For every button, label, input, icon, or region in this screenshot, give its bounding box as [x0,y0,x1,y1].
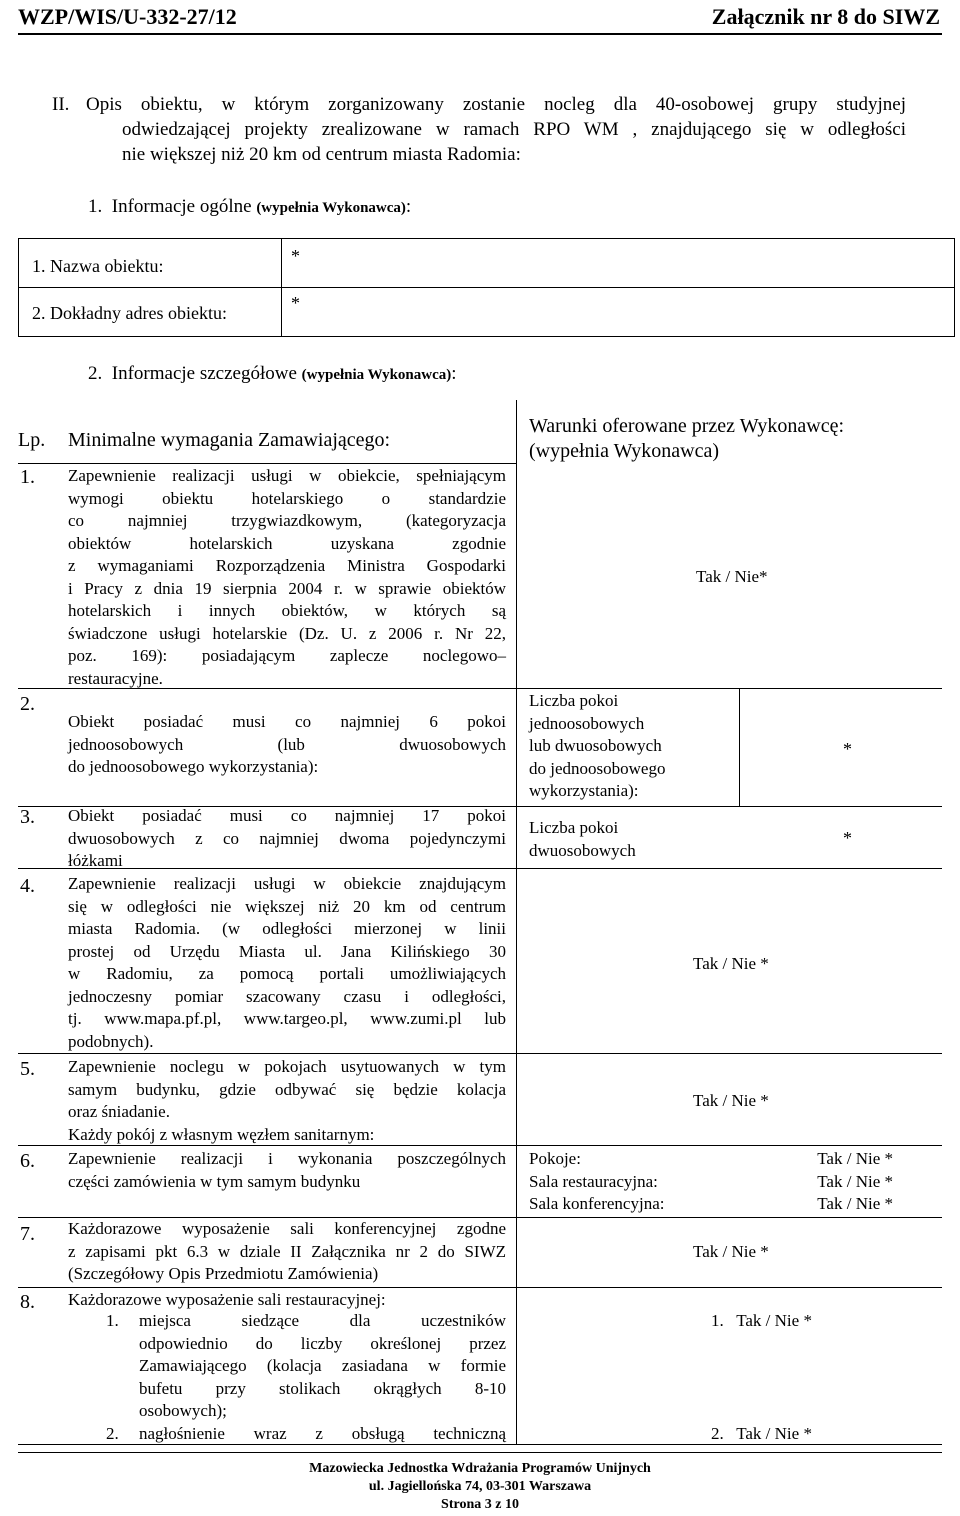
row-7-text: Każdorazowe wyposażenie sali konferencyjnej zgodne z zapisami pkt 6.3 w dziale II Załącznika nr 2 do SIWZ (Szczegółowy Opis Przedmiotu Zamówienia) [68,1219,506,1283]
row-7-offer[interactable]: Tak / Nie * [693,1242,769,1261]
col-offer-subheader: (wypełnia Wykonawca) [529,440,720,462]
row-1-offer[interactable]: Tak / Nie* [696,567,768,586]
row-1-text: Zapewnienie realizacji usługi w obiekcie, spełniającym wymogi obiektu hotelarskiego o standardzie co najmniej trzygwiazdkowym, (kategoryzacja obiektów hotelarskich uzyskana zgodnie z wymaganiami Rozporządzenia Ministra Gospodarki i Pracy z dnia 19 sierpnia 2004 r. w sprawie obiektów hotelarskich i innych obiektów, w których są świadczone usługi hotelarskie (Dz. U. z 2006 r. Nr 22, poz. 169): posiadającym zaplecze noclegowo– restauracyjne. [68,466,506,688]
row-4-lp: 4. [20,875,35,897]
document-id: WZP/WIS/U-332-27/12 [18,4,237,29]
section-title: Opis obiektu, w którym zorganizowany zostanie nocleg dla 40-osobowej grupy studyjnej [86,94,906,115]
object-name-label: 1. Nazwa obiektu: [32,256,164,276]
header-rule [18,33,942,35]
row-5-lp: 5. [20,1058,35,1080]
page-number: Strona 3 z 10 [441,1497,519,1512]
row-4-offer[interactable]: Tak / Nie * [693,954,769,973]
row-6-text: Zapewnienie realizacji i wykonania poszczególnych części zamówienia w tym samym budynku [68,1149,506,1191]
row-8-lp: 8. [20,1291,35,1313]
row-8-intro: Każdorazowe wyposażenie sali restauracyjnej: [68,1290,386,1309]
row-6-offer-conference[interactable]: Sala konferencyjna: Tak / Nie * [529,1194,893,1213]
row-2-lp: 2. [20,693,35,715]
section-number: II. [52,94,70,115]
general-info-heading: 1. Informacje ogólne (wypełnia Wykonawca): [88,196,412,217]
row-3-text: Obiekt posiadać musi co najmniej 17 pokoi dwuosobowych z co najmniej dwoma pojedynczymi łóżkami [68,806,506,870]
row-5-offer[interactable]: Tak / Nie * [693,1091,769,1110]
row-2-text: Obiekt posiadać musi co najmniej 6 pokoi jednoosobowych (lub dwuosobowych do jednoosobowego wykorzystania): [68,712,506,776]
footer-address: ul. Jagiellońska 74, 03-301 Warszawa [368,1479,592,1494]
row-7-lp: 7. [20,1223,35,1245]
row-6-offer-restaurant[interactable]: Sala restauracyjna: Tak / Nie * [529,1171,893,1191]
row-8-offer-1[interactable]: 1. Tak / Nie * [711,1311,812,1330]
row-3-offer-label: Liczba pokoi dwuosobowych [529,818,636,860]
row-8-sub-1-text: miejsca siedzące dla uczestników odpowiednio do liczby określonej przez Zamawiającego (kolacja zasiadana w formie bufetu przy stolikach okrągłych 8-10 osobowych); [139,1311,506,1420]
row-6-lp: 6. [20,1150,35,1172]
row-8-offer-2[interactable]: 2. Tak / Nie * [711,1424,812,1443]
row-8-sub-1-number: 1. [106,1311,119,1330]
object-address-field[interactable]: * [291,293,300,313]
detailed-info-heading: 2. Informacje szczegółowe (wypełnia Wykonawca): [88,363,457,384]
row-5-text: Zapewnienie noclegu w pokojach usytuowanych w tym samym budynku, gdzie odbywać się będzie kolacja oraz śniadanie. Każdy pokój z własnym węzłem sanitarnym: [68,1057,506,1144]
col-offer-header: Warunki oferowane przez Wykonawcę: [529,415,844,437]
row-8-sub-2-number: 2. [106,1424,119,1443]
attachment-label: Załącznik nr 8 do SIWZ [711,4,940,29]
object-name-field[interactable]: * [291,246,300,266]
row-6-offers [529,1148,893,1216]
row-4-text: Zapewnienie realizacji usługi w obiekcie znajdującym się w odległości nie większej niż 20 km od centrum miasta Radomia. (w odległości mierzonej w linii prostej od Urzędu Miasta ul. Jana Kilińskiego 30 w Radomiu, za pomocą portali umożliwiających jednoczesny pomiar szacowany czasu i odległości, tj. www.mapa.pf.pl, www.targeo.pl, www.zumi.pl lub podobnych). [68,874,506,1051]
object-address-label: 2. Dokładny adres obiektu: [32,303,227,323]
col-lp-header: Lp. [18,429,46,451]
col-requirements-header: Minimalne wymagania Zamawiającego: [68,429,391,451]
footer-organization: Mazowiecka Jednostka Wdrażania Programów Unijnych [309,1461,651,1476]
row-2-offer-value[interactable]: * [843,739,852,759]
row-8-sub-2-text: nagłośnienie wraz z obsługą techniczną [139,1424,506,1443]
row-3-lp: 3. [20,806,35,828]
row-2-offer-label: Liczba pokoi jednoosobowych lub dwuosobowych do jednoosobowego wykorzystania): [529,691,666,800]
row-3-offer-value[interactable]: * [843,828,852,848]
row-1-lp: 1. [20,466,35,488]
row-6-offer-rooms[interactable]: Pokoje: Tak / Nie * [529,1149,893,1168]
footer-rule [18,1452,942,1453]
